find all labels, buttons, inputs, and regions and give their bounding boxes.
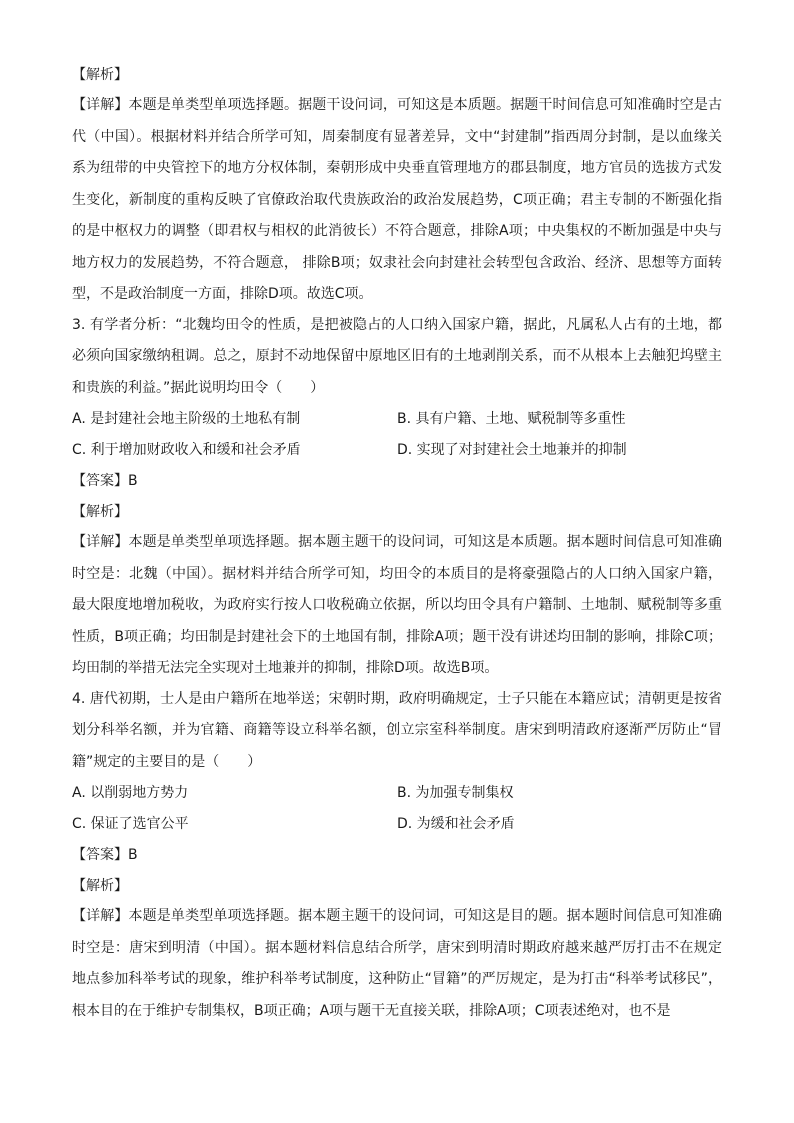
question-3-option-a: A. 是封建社会地主阶级的土地私有制 bbox=[72, 411, 301, 427]
question-3-detail: 【详解】本题是单类型单项选择题。据本题主题干的设问词，可知这是本质题。据本题时间信息可知准确时空是：北魏（中国）。据材料并结合所学可知，均田令的本质目的是将豪强隐占的人口纳入国家户籍，最大限度地增加税收，为政府实行按人口收税确立依据，所以均田令具有户籍制、土地制、赋税制等多重性质，B项正确；均田制是封建社会下的土地国有制，排除A项；题干没有讲述均田制的影响，排除C项；均田制的举措无法完全实现对土地兼并的抑制，排除D项。故选B项。 bbox=[72, 534, 722, 676]
question-3-option-c: C. 利于增加财政收入和缓和社会矛盾 bbox=[72, 442, 301, 458]
analysis-heading: 【解析】 bbox=[72, 67, 128, 83]
question-3-options bbox=[72, 408, 722, 461]
question-3-option-d: D. 实现了对封建社会土地兼并的抑制 bbox=[397, 442, 627, 458]
question-3-option-b: B. 具有户籍、土地、赋税制等多重性 bbox=[397, 411, 626, 427]
document-content bbox=[72, 64, 722, 1031]
question-4-analysis-heading: 【解析】 bbox=[72, 878, 128, 894]
question-4-option-c: C. 保证了选官公平 bbox=[72, 816, 189, 832]
question-3-stem: 3. 有学者分析：“北魏均田令的性质，是把被隐占的人口纳入国家户籍，据此，凡属私人占有的土地，都必须向国家缴纳租调。总之，原封不动地保留中原地区旧有的土地剥削关系，而不从根本上去触犯坞壁主和贵族的利益。”据此说明均田令（ ） bbox=[72, 316, 722, 396]
question-3-answer: 【答案】B bbox=[72, 473, 138, 489]
question-4-stem: 4. 唐代初期，士人是由户籍所在地举送；宋朝时期，政府明确规定，士子只能在本籍应试；清朝更是按省划分科举名额，并为官籍、商籍等设立科举名额，创立宗室科举制度。唐宋到明清政府逐渐严厉防止“冒籍”规定的主要目的是（ ） bbox=[72, 690, 722, 770]
detail-paragraph: 【详解】本题是单类型单项选择题。据题干设问词，可知这是本质题。据题干时间信息可知准确时空是古代（中国）。根据材料并结合所学可知，周秦制度有显著差异，文中“封建制”指西周分封制，是以血缘关系为纽带的中央管控下的地方分权体制，秦朝形成中央垂直管理地方的郡县制度，地方官员的选拔方式发生变化，新制度的重构反映了官僚政治取代贵族政治的政治发展趋势，C项正确；君主专制的不断强化指的是中枢权力的调整（即君权与相权的此消彼长）不符合题意，排除A项；中央集权的不断加强是中央与地方权力的发展趋势，不符合题意， 排除B项；奴隶社会向封建社会转型包含政治、经济、思想等方面转型，不是政治制度一方面，排除D项。故选C项。 bbox=[72, 97, 722, 302]
question-3-analysis-heading: 【解析】 bbox=[72, 504, 128, 520]
question-4-option-b: B. 为加强专制集权 bbox=[397, 785, 514, 801]
question-4-answer: 【答案】B bbox=[72, 847, 138, 863]
question-4-options bbox=[72, 782, 722, 835]
question-4-detail: 【详解】本题是单类型单项选择题。据本题主题干的设问词，可知这是目的题。据本题时间信息可知准确时空是：唐宋到明清（中国）。据本题材料信息结合所学，唐宋到明清时期政府越来越严厉打击不在规定地点参加科举考试的现象，维护科举考试制度，这种防止“冒籍”的严厉规定，是为打击“科举考试移民”，根本目的在于维护专制集权，B项正确；A项与题干无直接关联，排除A项；C项表述绝对，也不是 bbox=[72, 908, 722, 1019]
question-4-option-a: A. 以削弱地方势力 bbox=[72, 785, 189, 801]
question-4-option-d: D. 为缓和社会矛盾 bbox=[397, 816, 515, 832]
